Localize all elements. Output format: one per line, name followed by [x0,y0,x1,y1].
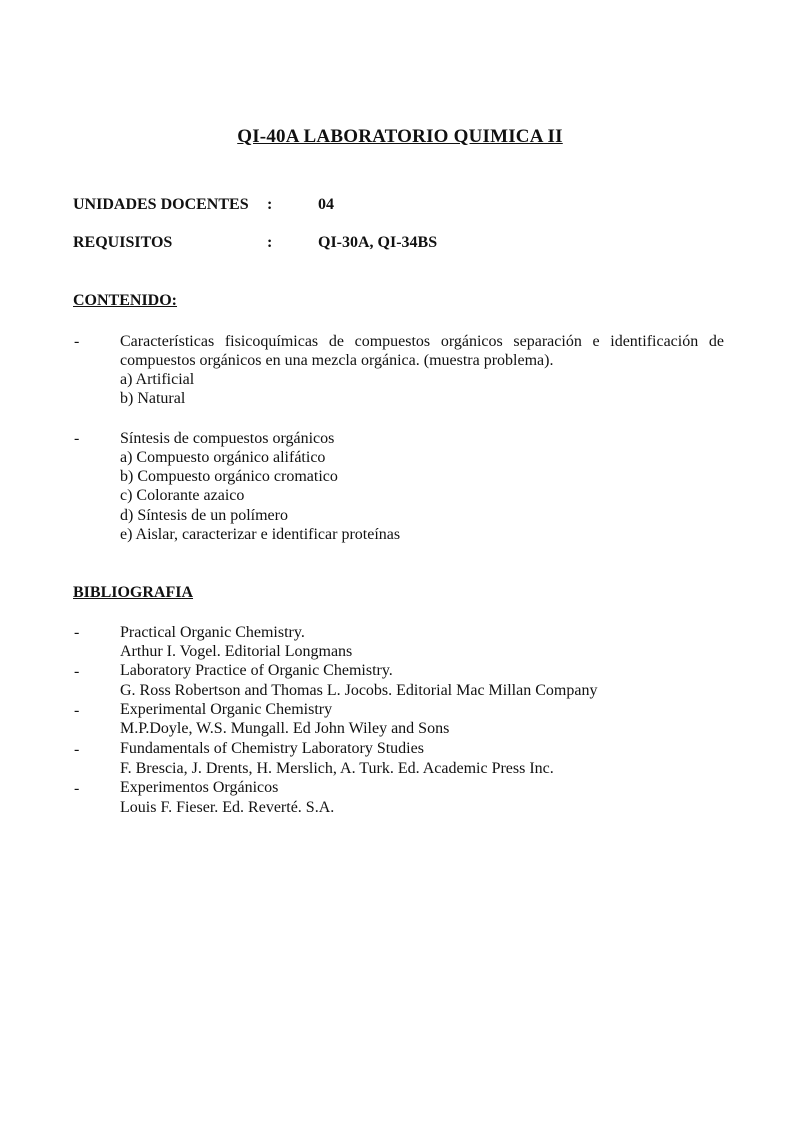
unidades-docentes-colon: : [267,196,273,213]
unidades-docentes-label: UNIDADES DOCENTES [73,196,249,213]
contenido-item-1-line2: compuestos orgánicos en una mezcla orgánica. (muestra problema). [120,352,554,369]
contenido-heading: CONTENIDO: [73,292,178,309]
contenido-item-1-sub-b: b) Natural [120,390,186,407]
contenido-item-2-line1: Síntesis de compuestos orgánicos [120,430,335,447]
unidades-docentes-row [73,196,713,216]
biblio-item-1-detail: Arthur I. Vogel. Editorial Longmans [120,643,353,660]
contenido-item-2-sub-b: b) Compuesto orgánico cromatico [120,468,338,485]
biblio-item-5-detail: Louis F. Fieser. Ed. Reverté. S.A. [120,799,335,816]
biblio-dash-1: - [74,624,80,641]
contenido-item-1-sub-a: a) Artificial [120,371,195,388]
biblio-item-4-detail: F. Brescia, J. Drents, H. Merslich, A. Turk. Ed. Academic Press Inc. [120,760,554,777]
biblio-dash-2: - [74,663,80,680]
biblio-item-2-detail: G. Ross Robertson and Thomas L. Jocobs. Editorial Mac Millan Company [120,682,598,699]
contenido-item-2-sub-a: a) Compuesto orgánico alifático [120,449,326,466]
biblio-item-3-detail: M.P.Doyle, W.S. Mungall. Ed John Wiley and Sons [120,720,450,737]
biblio-dash-3: - [74,702,80,719]
biblio-item-2-title: Laboratory Practice of Organic Chemistry. [120,662,393,679]
biblio-dash-4: - [74,741,80,758]
contenido-item-1-line1: Características fisicoquímicas de compuestos orgánicos separación e identificación de [120,333,724,350]
requisitos-colon: : [267,234,273,251]
bibliografia-heading: BIBLIOGRAFIA [73,584,194,601]
biblio-item-3-title: Experimental Organic Chemistry [120,701,333,718]
unidades-docentes-value: 04 [318,196,334,213]
page-title: QI-40A LABORATORIO QUIMICA II [237,126,563,147]
requisitos-value: QI-30A, QI-34BS [318,234,438,251]
biblio-item-5-title: Experimentos Orgánicos [120,779,279,796]
contenido-item-2-sub-d: d) Síntesis de un polímero [120,507,288,524]
contenido-dash-2: - [74,430,80,447]
contenido-dash-1: - [74,333,80,350]
biblio-dash-5: - [74,780,80,797]
requisitos-row [73,234,713,254]
biblio-item-4-title: Fundamentals of Chemistry Laboratory Studies [120,740,424,757]
biblio-item-1-title: Practical Organic Chemistry. [120,624,305,641]
contenido-item-2-sub-c: c) Colorante azaico [120,487,245,504]
contenido-item-2-sub-e: e) Aislar, caracterizar e identificar proteínas [120,526,401,543]
requisitos-label: REQUISITOS [73,234,173,251]
